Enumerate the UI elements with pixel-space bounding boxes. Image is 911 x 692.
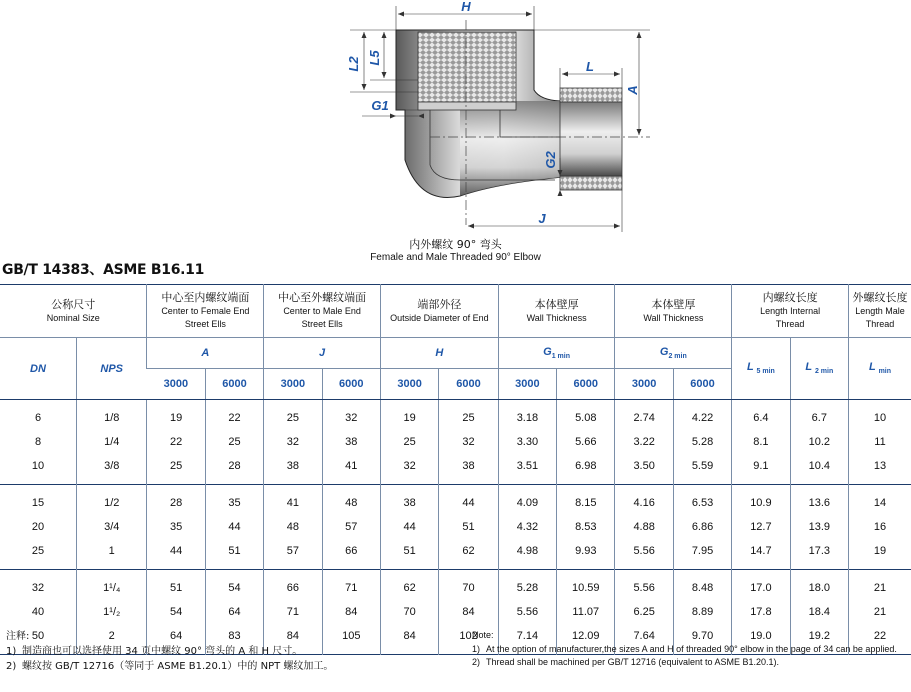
header-sym-H: H: [380, 338, 498, 369]
table-cell: 9.70: [673, 624, 731, 655]
class-header: 3000: [615, 369, 673, 400]
table-cell: 7.95: [673, 539, 731, 570]
class-header: 6000: [439, 369, 498, 400]
table-cell: 22: [205, 400, 263, 431]
table-cell: 41: [322, 454, 380, 485]
table-cell: 4.09: [498, 485, 556, 516]
table-cell: 6.98: [557, 454, 615, 485]
table-row: [0, 570, 911, 601]
header-wall-thickness-g1: 本体壁厚 Wall Thickness: [498, 285, 615, 338]
table-cell: 1/8: [77, 400, 147, 431]
table-cell: 1/4: [77, 430, 147, 454]
class-header: 3000: [147, 369, 205, 400]
table-cell: 35: [147, 515, 205, 539]
table-cell: 17.0: [732, 570, 790, 601]
table-cell: 2: [77, 624, 147, 655]
class-header: 6000: [557, 369, 615, 400]
header-wall-thickness-g2: 本体壁厚 Wall Thickness: [615, 285, 732, 338]
table-cell: 38: [380, 485, 438, 516]
table-cell: 21: [848, 600, 911, 624]
drawing-caption-zh: 内外螺纹 90° 弯头: [409, 238, 502, 251]
header-sym-J: J: [264, 338, 381, 369]
table-cell: 3/4: [77, 515, 147, 539]
table-cell: 66: [322, 539, 380, 570]
table-cell: 8.1: [732, 430, 790, 454]
table-cell: 28: [147, 485, 205, 516]
table-cell: 3.51: [498, 454, 556, 485]
table-cell: 44: [439, 485, 498, 516]
dim-H: H: [461, 0, 471, 14]
table-cell: 28: [205, 454, 263, 485]
table-cell: 14: [848, 485, 911, 516]
table-cell: 13.9: [790, 515, 848, 539]
header-internal-thread: 内螺纹长度 Length Internal Thread: [732, 285, 849, 338]
table-cell: 54: [205, 570, 263, 601]
table-row: [0, 515, 911, 539]
notes-en: [472, 629, 902, 670]
table-cell: 3.18: [498, 400, 556, 431]
class-header: 3000: [380, 369, 438, 400]
class-header: 6000: [673, 369, 731, 400]
standard-title: GB/T 14383、ASME B16.11: [2, 262, 205, 278]
table-cell: 5.59: [673, 454, 731, 485]
table-cell: 1¹/₂: [77, 600, 147, 624]
table-cell: 84: [322, 600, 380, 624]
table-cell: 102: [439, 624, 498, 655]
notes-en-title: Note:: [472, 630, 494, 640]
header-center-female: 中心至内螺纹端面 Center to Female End Street Ells: [147, 285, 264, 338]
table-cell: 8.89: [673, 600, 731, 624]
table-cell: 51: [205, 539, 263, 570]
table-cell: 9.1: [732, 454, 790, 485]
table-cell: 71: [322, 570, 380, 601]
table-cell: 64: [205, 600, 263, 624]
note-en-item: 2) Thread shall be machined per GB/T 12716 (equivalent to ASME B1.20.1).: [472, 657, 780, 667]
header-sym-L2: L $_{2 min}$: [790, 338, 848, 400]
note-zh-item: 1) 制造商也可以选择使用 34 页中螺纹 90° 弯头的 A 和 H 尺寸。: [6, 646, 303, 657]
table-cell: 3.50: [615, 454, 673, 485]
table-cell: 66: [264, 570, 322, 601]
table-cell: 44: [205, 515, 263, 539]
table-cell: 12.7: [732, 515, 790, 539]
table-cell: 32: [322, 400, 380, 431]
table-cell: 48: [322, 485, 380, 516]
notes-zh-title: 注释:: [6, 631, 30, 642]
class-header: 6000: [322, 369, 380, 400]
drawing-caption-en: Female and Male Threaded 90° Elbow: [370, 252, 541, 263]
header-nominal-size: 公称尺寸 Nominal Size: [0, 285, 147, 338]
table-cell: 32: [380, 454, 438, 485]
table-cell: 4.22: [673, 400, 731, 431]
table-cell: 4.16: [615, 485, 673, 516]
table-cell: 21: [848, 570, 911, 601]
table-cell: 17.3: [790, 539, 848, 570]
table-cell: 3.22: [615, 430, 673, 454]
table-cell: 5.08: [557, 400, 615, 431]
dim-L2: L2: [346, 56, 361, 72]
table-cell: 10.2: [790, 430, 848, 454]
notes-zh: [6, 629, 333, 674]
table-cell: 57: [264, 539, 322, 570]
table-cell: 6.86: [673, 515, 731, 539]
table-cell: 12.09: [557, 624, 615, 655]
table-cell: 19.0: [732, 624, 790, 655]
table-cell: 51: [439, 515, 498, 539]
table-cell: 32: [0, 570, 77, 601]
table-cell: 25: [31, 545, 45, 557]
table-cell: 11: [848, 430, 911, 454]
table-cell: 8.48: [673, 570, 731, 601]
table-cell: 6.53: [673, 485, 731, 516]
table-cell: 19: [848, 539, 911, 570]
table-cell: 16: [848, 515, 911, 539]
table-cell: 6.25: [615, 600, 673, 624]
table-cell: 62: [439, 539, 498, 570]
table-cell: 10: [848, 400, 911, 431]
table-cell: 54: [147, 600, 205, 624]
male-thread-bottom: [560, 176, 622, 190]
table-cell: 20: [31, 521, 45, 533]
table-cell: 38: [264, 454, 322, 485]
dim-G2: G2: [543, 151, 558, 169]
header-sym-L: L $_{min}$: [848, 338, 911, 400]
table-cell: 38: [439, 454, 498, 485]
table-cell: 25: [439, 400, 498, 431]
dimension-table: [0, 284, 911, 655]
table-cell: 105: [322, 624, 380, 655]
table-cell: 19: [147, 400, 205, 431]
table-cell: 48: [264, 515, 322, 539]
table-cell: 8: [34, 436, 42, 448]
table-cell: 62: [380, 570, 438, 601]
dim-G1: G1: [371, 98, 389, 113]
class-header: 6000: [205, 369, 263, 400]
table-cell: 7.64: [615, 624, 673, 655]
table-cell: 3/8: [77, 454, 147, 485]
table-cell: 35: [205, 485, 263, 516]
class-header: 3000: [264, 369, 322, 400]
table-cell: 25: [147, 454, 205, 485]
table-cell: 1: [77, 539, 147, 570]
table-cell: 70: [439, 570, 498, 601]
table-cell: 83: [205, 624, 263, 655]
table-cell: 22: [147, 430, 205, 454]
table-row: [0, 400, 911, 431]
table-cell: 2.74: [615, 400, 673, 431]
header-nps: NPS: [77, 338, 147, 400]
table-cell: 8.53: [557, 515, 615, 539]
table-cell: 11.07: [557, 600, 615, 624]
table-cell: 14.7: [732, 539, 790, 570]
table-cell: 18.4: [790, 600, 848, 624]
table-cell: 71: [264, 600, 322, 624]
table-cell: 8.15: [557, 485, 615, 516]
table-cell: 44: [147, 539, 205, 570]
table-cell: 10: [31, 460, 45, 472]
table-cell: 18.0: [790, 570, 848, 601]
table-cell: 32: [264, 430, 322, 454]
table-cell: 6.7: [790, 400, 848, 431]
table-cell: 4.32: [498, 515, 556, 539]
elbow-drawing: [0, 0, 911, 250]
table-cell: 19: [380, 400, 438, 431]
class-header: 3000: [498, 369, 556, 400]
table-cell: 84: [439, 600, 498, 624]
dim-J: J: [538, 211, 546, 226]
table-cell: 13.6: [790, 485, 848, 516]
table-row: [0, 430, 911, 454]
table-cell: 5.56: [615, 539, 673, 570]
table-cell: 9.93: [557, 539, 615, 570]
table-cell: 4.88: [615, 515, 673, 539]
table-cell: 64: [147, 624, 205, 655]
table-cell: 84: [380, 624, 438, 655]
table-cell: 57: [322, 515, 380, 539]
table-row: [0, 454, 911, 485]
male-thread-top: [560, 88, 622, 102]
table-cell: 70: [380, 600, 438, 624]
header-sym-L5: L $_{5 min}$: [732, 338, 790, 400]
note-zh-item: 2) 螺纹按 GB/T 12716（等同于 ASME B1.20.1）中的 NPT 螺纹加工。: [6, 661, 334, 672]
table-cell: 84: [264, 624, 322, 655]
table-cell: 7.14: [498, 624, 556, 655]
female-thread: [418, 32, 516, 102]
table-cell: 6: [34, 412, 42, 424]
table-cell: 25: [205, 430, 263, 454]
table-cell: 5.66: [557, 430, 615, 454]
table-cell: 1/2: [77, 485, 147, 516]
header-sym-A: A: [147, 338, 264, 369]
table-cell: 32: [439, 430, 498, 454]
table-cell: 40: [31, 606, 45, 618]
table-cell: 51: [380, 539, 438, 570]
table-cell: 4.98: [498, 539, 556, 570]
table-cell: 22: [848, 624, 911, 655]
header-sym-G1: $G_{1 min}$: [498, 338, 615, 369]
table-row: [0, 485, 911, 516]
table-cell: 13: [848, 454, 911, 485]
table-cell: 19.2: [790, 624, 848, 655]
table-cell: 17.8: [732, 600, 790, 624]
table-cell: 10.9: [732, 485, 790, 516]
table-cell: 5.28: [673, 430, 731, 454]
table-cell: 51: [147, 570, 205, 601]
header-male-thread: 外螺纹长度 Length Male Thread: [848, 285, 911, 338]
table-cell: 38: [322, 430, 380, 454]
note-en-item: 1) At the option of manufacturer,the sizes A and H of threaded 90° elbow in the page of 34 can be applied.: [472, 643, 897, 654]
table-cell: 6.4: [732, 400, 790, 431]
table-cell: 5.56: [498, 600, 556, 624]
header-outside-diameter: 端部外径 Outside Diameter of End: [380, 285, 498, 338]
table-row: [0, 539, 911, 570]
header-sym-G2: $G_{2 min}$: [615, 338, 732, 369]
table-cell: 5.28: [498, 570, 556, 601]
table-cell: 10.59: [557, 570, 615, 601]
table-cell: 3.30: [498, 430, 556, 454]
dim-A: A: [625, 85, 640, 95]
header-dn: DN: [0, 338, 77, 400]
table-cell: 44: [380, 515, 438, 539]
table-cell: 25: [380, 430, 438, 454]
table-cell: 41: [264, 485, 322, 516]
table-cell: 10.4: [790, 454, 848, 485]
table-cell: 5.56: [615, 570, 673, 601]
table-cell: 1¹/₄: [77, 570, 147, 601]
table-row: [0, 600, 911, 624]
table-cell: 15: [0, 485, 77, 516]
dim-L5: L5: [367, 50, 382, 66]
dim-L: L: [586, 59, 594, 74]
table-cell: 25: [264, 400, 322, 431]
header-center-male: 中心至外螺纹端面 Center to Male End Street Ells: [264, 285, 381, 338]
table-cell: 50: [31, 630, 45, 642]
